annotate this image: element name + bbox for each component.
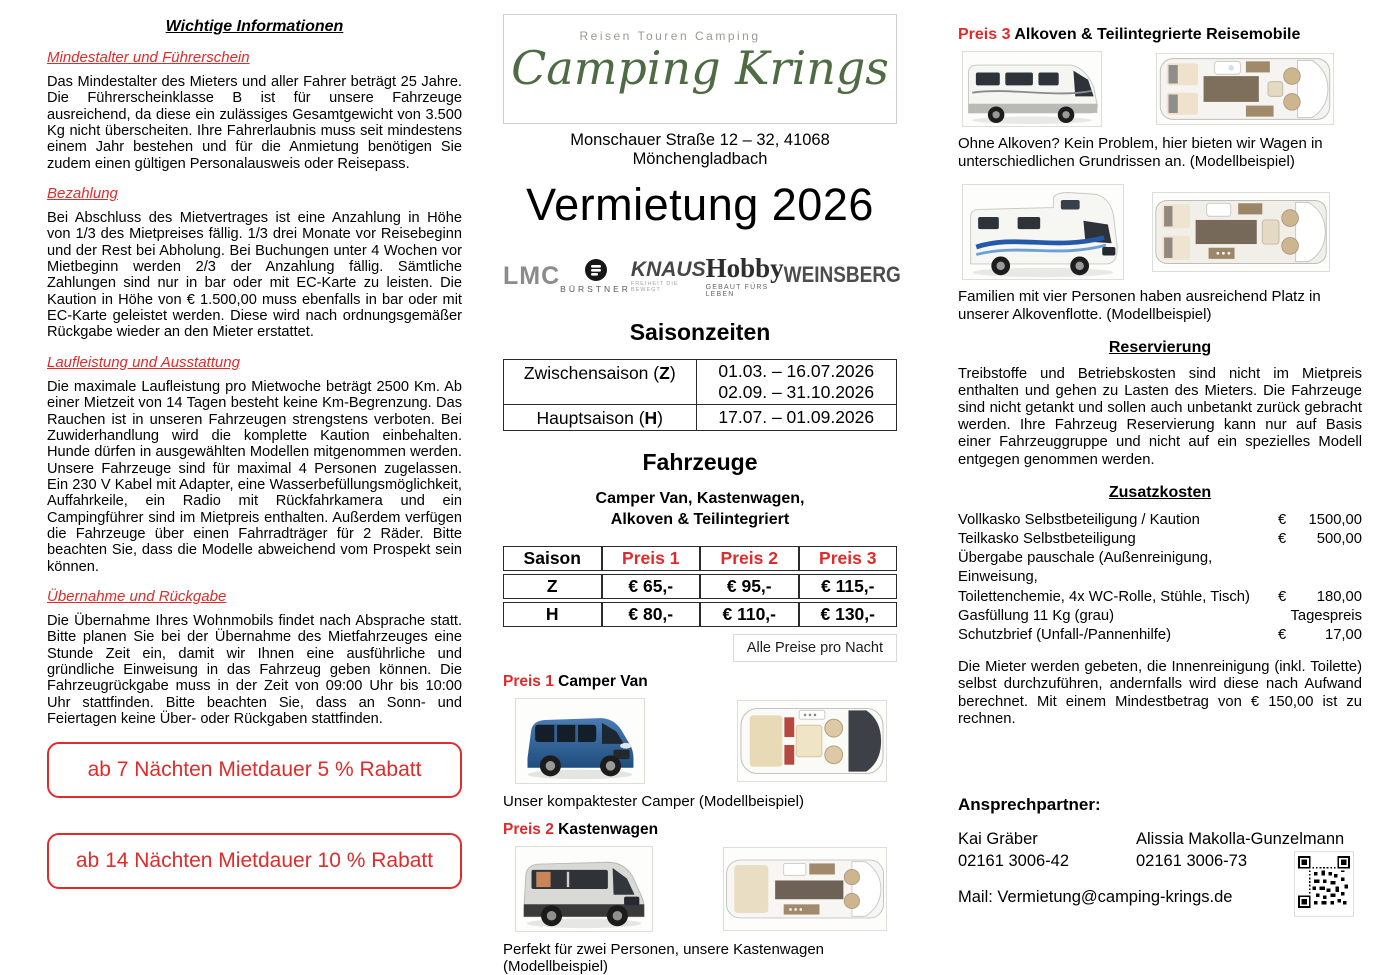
season-dates: 17.07. – 01.09.2026 [696,405,896,431]
price-header-3: Preis 3 [799,546,898,571]
table-row [503,574,897,599]
list-item: Toilettenchemie, 4x WC-Rolle, Stühle, Tisch) € 180,00 [958,588,1362,605]
price-table [503,543,897,630]
vehicles-subtitle: Camper Van, Kastenwagen, Alkoven & Teilintegriert [595,490,805,528]
camper-van-floorplan-graphic [738,701,886,781]
table-row [503,546,897,571]
discount-banner-7-nights-label: ab 7 Nächten Mietdauer 5 % Rabatt [87,758,422,781]
list-item: Übergabe pauschale (Außenreinigung, Einweisung, [958,550,1213,586]
price-cell: € 115,- [799,574,898,599]
list-item: Schutzbrief (Unfall-/Pannenhilfe) € 17,00 [958,627,1362,644]
contact-person-1-phone: 02161 3006-42 [958,852,1070,871]
price-note: Alle Preise pro Nacht [733,634,897,662]
cleaning-note: Die Mieter werden gebeten, die Innenreinigung (inkl. Toilette) selbst durchzuführen, andernfalls wird diese nach Aufwand berechnet. Mit einem Mindestbetrag von € 150,00 ist zu rechnen. [958,659,1362,727]
section-heading-uebernahme: Übernahme und Rückgabe [47,587,227,605]
price-cell: € 65,- [602,574,701,599]
teilintegriert-floorplan [1156,53,1334,125]
camper-van-photo [515,698,645,784]
reservierung-body: Treibstoffe und Betriebskosten sind nicht im Mietpreis enthalten und gehen zu Lasten des Mieters. Die Fahrzeuge sind nicht getankt und sollen auch unbetankt zurück gebracht werden. Ihre Fahrzeug Reservierung kann nur auf Basis einer Fahrzeuggruppe und nicht auf ein spezielles Modell entgegen genommen werden. [958,365,1362,468]
price-cell: Z [503,574,602,599]
brand-logo-knaus [631,259,706,293]
season-label: Zwischensaison (Z) [504,360,697,405]
reservierung-heading: Reservierung [1108,338,1212,356]
contact-person-1 [958,828,1136,873]
brand-logo-knaus-label: KNAUS [630,258,706,281]
logo-tagline: Reisen Touren Camping [579,29,761,43]
alkoven-caption: Familien mit vier Personen haben ausreichend Platz in unserer Alkovenflotte. (Modellbeispiel) [958,288,1321,324]
alkoven-photo-graphic [963,185,1123,279]
table-row [504,360,897,405]
section-heading-laufleistung: Laufleistung und Ausstattung [47,353,240,371]
brand-logos-row [503,251,901,301]
teilintegriert-floorplan-graphic [1157,54,1333,124]
brand-logo-hobby [705,252,784,298]
brand-logo-buerstner-label: BÜRSTNER [560,284,631,295]
contact-heading: Ansprechpartner: [958,795,1101,814]
season-table [503,359,897,431]
section-body-uebernahme: Die Übernahme Ihres Wohnmobils findet nach Absprache statt. Bitte planen Sie bei der Übernahme des Mietfahrzeuges eine Stunde Zeit ein, damit wir Ihnen eine ausführliche und gründliche Einweisung in das Fahrzeug geben können. Die Fahrzeugrückgabe muss in der Zeit von 09:00 Uhr bis 10:00 Uhr stattfinden. Bitte beachten Sie, dass an Sonn- und Feiertagen keine Über- oder Rückgaben stattfinden. [47,612,462,727]
brand-logo-knaus-tagline: FREIHEIT DIE BEWEGT [630,281,679,293]
camper-van-caption: Unser kompaktester Camper (Modellbeispiel) [503,792,804,810]
season-section-title: Saisonzeiten [629,319,771,345]
price-cell: H [503,602,602,627]
company-logo [503,14,897,124]
right-column [958,26,1362,743]
contact-email: Mail: Vermietung@camping-krings.de [958,887,1233,906]
company-address: Monschauer Straße 12 – 32, 41068 Mönchengladbach [570,131,830,168]
vehicles-section-title: Fahrzeuge [642,449,758,475]
brand-logo-buerstner [560,258,631,294]
alkoven-floorplan-graphic [1153,193,1329,271]
price-header-saison: Saison [503,546,602,571]
left-column [47,14,462,729]
teilintegriert-photo-graphic [963,52,1101,126]
brand-logo-weinsberg: WEINSBERG [783,263,901,288]
contact-person-1-name: Kai Gräber [958,830,1038,848]
price-cell: € 95,- [700,574,799,599]
center-column [503,14,901,975]
alkoven-floorplan [1152,192,1330,272]
page-title: Wichtige Informationen [165,18,344,35]
zusatzkosten-list [958,511,1362,646]
table-row [503,602,897,627]
price-header-2: Preis 2 [700,546,799,571]
table-row [504,405,897,431]
teilintegriert-caption: Ohne Alkoven? Kein Problem, hier bieten wir Wagen in unterschiedlichen Grundrissen an. (Modellbeispiel) [958,135,1323,170]
brand-logo-lmc: LMC [503,261,561,290]
list-item: Vollkasko Selbstbeteiligung / Kaution € 1500,00 [958,511,1362,528]
season-label: Hauptsaison (H) [504,405,697,431]
kastenwagen-caption: Perfekt für zwei Personen, unsere Kastenwagen (Modellbeispiel) [503,940,825,975]
season-dates: 01.03. – 16.07.2026 02.09. – 31.10.2026 [696,360,896,405]
preis1-heading: Preis 1 Camper Van [503,672,648,690]
kastenwagen-floorplan [723,847,887,931]
contact-person-2-phone: 02161 3006-73 [1136,852,1248,871]
alkoven-photo [962,184,1124,280]
alkoven-images [958,184,1362,280]
price-cell: € 80,- [602,602,701,627]
price-cell: € 110,- [700,602,799,627]
preis3-heading: Preis 3 Alkoven & Teilintegrierte Reisemobile [958,26,1301,43]
zusatzkosten-heading: Zusatzkosten [1108,483,1212,501]
brand-logo-hobby-tagline: GEBAUT FÜRS LEBEN [705,283,769,298]
section-heading-bezahlung: Bezahlung [47,185,118,203]
discount-banner-7-nights [47,742,462,798]
preis2-heading: Preis 2 Kastenwagen [503,820,659,838]
price-cell: € 130,- [799,602,898,627]
section-body-bezahlung: Bei Abschluss des Mietvertrages ist eine Anzahlung in Höhe von 1/3 des Mietpreises fällig. 1/3 drei Monate vor Reisebeginn und der Rest bei Abholung. Bei Buchungen unter 4 Wochen vor Mietbeginn werden 2/3 der Anzahlung fällig. Sämtliche Zahlungen sind nur in bar oder mit EC-Karte zu leisten. Die Kaution in Höhe von € 1.500,00 muss ebenfalls in bar oder mit EC-Karte geleistet werden. Diese wird nach ordnungsgemäßer Rückgabe wieder an den Mieter erstattet. [47,210,462,341]
camper-van-photo-graphic [516,699,644,783]
section-body-mindestalter: Das Mindestalter des Mieters und aller Fahrer beträgt 25 Jahre. Die Führerscheinklasse B ist für unsere Fahrzeuge ausreichend, da diese ein zulässiges Gesamtgewicht von 3.500 Kg nicht überscheiten. Ihre Fahrerlaubnis muss seit mindestens einem Jahr bestehen und für die Anmietung benötigen Sie zudem einen gültigen Personalausweis oder Reisepass. [47,74,462,172]
list-item: Gasfüllung 11 Kg (grau) Tagespreis [958,607,1362,624]
price-header-1: Preis 1 [602,546,701,571]
contact-person-2-name: Alissia Makolla-Gunzelmann [1136,830,1345,848]
list-item: Teilkasko Selbstbeteiligung € 500,00 [958,530,1362,547]
camper-van-images [503,698,897,784]
logo-name: Camping Krings [511,41,889,95]
teilintegriert-images [958,51,1362,127]
brand-logo-hobby-label: Hobby [705,252,784,283]
kastenwagen-floorplan-graphic [724,848,886,930]
buerstner-logo-icon [584,258,608,282]
camper-van-floorplan [737,700,887,782]
section-body-laufleistung: Die maximale Laufleistung pro Mietwoche beträgt 2500 Km. Ab einer Mietzeit von 14 Tagen besteht keine Km-Begrenzung. Das Rauchen ist in unseren Fahrzeugen strengstens verboten. Bei Zuwiderhandlung wird die komplette Kaution einbehalten. Hunde dürfen in ausgewählten Modellen mitgenommen werden. Unsere Fahrzeuge sind für maximal 4 Personen zugelassen. Ein 230 V Kabel mit Adapter, eine Wasserbefüllungsmöglichkeit, Auffahrkeile, ein Radio mit Rückfahrkamera und ein Campingführer sind im Mietpreis enthalten. Außerdem verfügen die Fahrzeuge über einen Fahrradträger für 2 Räder. Bitte beachten Sie, dass die Modelle abweichend vom Prospekt sein können. [47,378,462,575]
kastenwagen-photo-graphic [516,847,652,931]
teilintegriert-photo [962,51,1102,127]
qr-code-icon [1298,856,1350,908]
qr-code [1294,851,1354,917]
discount-banner-14-nights [47,833,462,889]
section-heading-mindestalter: Mindestalter und Führerschein [47,49,250,66]
discount-banner-14-nights-label: ab 14 Nächten Mietdauer 10 % Rabatt [75,849,434,872]
main-title: Vermietung 2026 [526,179,874,230]
